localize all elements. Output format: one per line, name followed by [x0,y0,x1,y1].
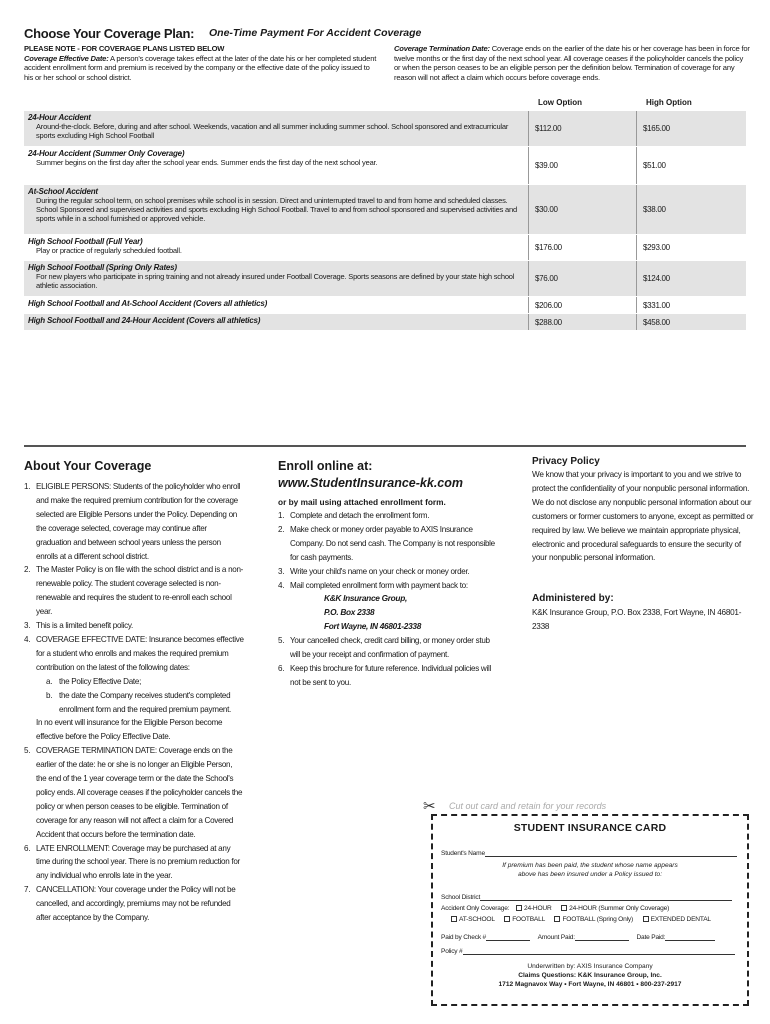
accident-options-row [441,905,669,912]
table-header [24,96,746,110]
option-label: 24-HOUR (Summer Only Coverage) [569,905,670,912]
list-item-text: COVERAGE EFFECTIVE DATE: Insurance becomes effective for a student who enrolls and makes the required premium contribution on the latest of the following dates: [36,634,244,672]
cut-line [423,800,753,814]
sub-list-item: a. the Policy Effective Date; [46,676,142,686]
underwriter-text: Underwritten by: AXIS Insurance Company [527,963,653,970]
page-subtitle: One-Time Payment For Accident Coverage [209,27,422,39]
about-title: About Your Coverage [24,459,152,473]
high-price: $51.00 [636,147,746,184]
enroll-url-link[interactable]: www.StudentInsurance-kk.com [278,476,463,490]
option-label: EXTENDED DENTAL [650,916,711,923]
list-item: 4. COVERAGE EFFECTIVE DATE: Insurance becomes effective for a student who enrolls and makes the required premium contribution on the latest of the following dates: a. the Policy Effective Date; b. the date the Company receives student's completed enrollment form and the required premium payment. In no event will insurance for the Eligible Person become effective before the Policy Effective Date. [24,633,244,744]
student-name-label: Student's Name [441,850,485,857]
list-item: 7. CANCELLATION: Your coverage under the Policy will not be cancelled, and accordingly, premiums may not be refunded after acceptance by the Company. [24,885,236,923]
list-item-text: CANCELLATION: Your coverage under the Policy will not be cancelled, and accordingly, premiums may not be refunded after acceptance by the Company. [36,885,236,923]
cut-instruction: Cut out card and retain for your records [449,801,607,811]
list-item: 5. Your cancelled check, credit card billing, or money order stub will be your receipt and confirmation of payment. [278,636,490,660]
plan-description: During the regular school term, on school premises while school is in session. Direct and uninterrupted travel to and from home and scheduled classes. School Sponsored and supervised activities and sports excluding High School Football. Travel to and from school sponsored and supervised activities and sports while in a school furnished or approved vehicle. [36,196,517,223]
option-extended-dental[interactable] [643,916,711,923]
address-line: P.O. Box 2338 [324,607,375,618]
termination-date-text: Coverage ends on the earlier of the date his or her coverage has been in force for twelve months or the first day of the next school year. All coverage ceases if the policyholder cancels the policy or when the person ceases to be an eligible person per the definition below. Termination of coverage for any reason will not affect a claim which occurs before coverage ends. [394,44,750,82]
notes-heading: PLEASE NOTE - FOR COVERAGE PLANS LISTED BELOW [24,44,225,53]
list-item-text: Complete and detach the enrollment form. [290,511,430,520]
table-row [24,313,746,330]
option-label: FOOTBALL [512,916,545,923]
table-row [24,260,746,296]
option-24hour[interactable] [516,905,552,912]
plan-name: High School Football and At-School Accident (Covers all athletics) [28,299,268,308]
effective-date-label: Coverage Effective Date: [24,53,109,63]
option-at-school[interactable] [451,916,495,923]
checkbox-icon [516,905,522,911]
option-label: AT-SCHOOL [459,916,495,923]
table-row [24,146,746,184]
student-insurance-card [431,814,749,1006]
option-24hour-summer[interactable] [561,905,669,912]
plan-description: For new players who participate in spring training and not already insured under Football Coverage. Sports seasons are defined by your state high school athletic association. [36,272,515,290]
low-price: $176.00 [528,235,636,260]
sub-list-item: b. the date the Company receives student's completed enrollment form and the required premium payment. [46,690,231,714]
low-price: $288.00 [528,314,636,330]
checkbox-icon [504,916,510,922]
list-item: 2. Make check or money order payable to AXIS Insurance Company. Do not send cash. The Company is not responsible for cash payments. [278,524,495,562]
amount-paid-field[interactable] [538,934,629,941]
enroll-title: Enroll online at: [278,459,373,473]
address-line: Fort Wayne, IN 46801-2338 [324,621,422,632]
option-label: FOOTBALL (Spring Only) [562,916,633,923]
list-item: 3. This is a limited benefit policy. [24,621,134,631]
list-item-text: The Master Policy is on file with the school district and is a non-renewable policy. The student coverage selected is non-renewable and requires the student to re-enroll each school year. [36,565,244,617]
list-item: 1. ELIGIBLE PERSONS: Students of the policyholder who enroll and make the required premium contribution for the coverage selected are Eligible Persons under the Policy. Depending on the coverage selected, coverage may continue after graduation and between school years unless the person enrolls at a different school district. [24,482,241,561]
claims-text: Claims Questions: K&K Insurance Group, Inc. [518,972,662,979]
effective-date-footnote: In no event will insurance for the Eligible Person become effective before the Policy Effective Date. [36,718,223,742]
low-price: $112.00 [528,111,636,146]
table-row [24,296,746,313]
enroll-steps [278,509,498,690]
high-price: $458.00 [636,314,746,330]
sub-list [36,675,244,717]
student-name-field[interactable] [441,850,737,857]
address-line: K&K Insurance Group, [324,593,407,604]
list-item: 2. The Master Policy is on file with the school district and is a non-renewable policy. The student coverage selected is non-renewable and requires the student to re-enroll each school year. [24,565,244,617]
coverage-options-row [451,916,711,923]
plan-name: High School Football and 24-Hour Accident (Covers all athletics) [28,316,261,325]
school-district-field[interactable] [441,894,732,901]
privacy-text: We know that your privacy is important to you and we strive to protect the confidentiality of your nonpublic personal information. We do not disclose any nonpublic personal information about our customers or former customers to anyone, except as permitted or required by law. We believe we maintain appropriate physical, electronic and procedural safeguards to ensure the security of your nonpublic personal information. [532,470,754,563]
administered-by-title: Administered by: [532,593,614,605]
plan-description: Around-the-clock. Before, during and after school. Weekends, vacation and all summer including summer school. School sponsored and extracurricular sports excluding High School Football [36,122,509,140]
list-item: 6. Keep this brochure for future reference. Individual policies will not be sent to you. [278,663,491,687]
paid-note-line: If premium has been paid, the student whose name appears [502,862,678,869]
list-item-text: Your cancelled check, credit card billing, or money order stub will be your receipt and confirmation of payment. [290,636,490,660]
amount-paid-label: Amount Paid: [537,934,575,941]
high-price: $165.00 [636,111,746,146]
plan-description: Summer begins on the first day after the school year ends. Summer ends the first day of the next school year. [36,158,378,167]
list-item: 3. Write your child's name on your check or money order. [278,566,470,576]
payment-row [441,934,715,941]
paid-by-check-label: Paid by Check # [441,934,487,941]
high-price: $38.00 [636,185,746,234]
paid-note-line: above has been insured under a Policy issued to: [517,871,663,878]
section-divider [24,445,746,447]
option-label: 24-HOUR [523,905,552,912]
about-coverage-section [24,459,244,925]
option-football-spring[interactable] [554,916,632,923]
option-football[interactable] [504,916,545,923]
col-low-option: Low Option [538,98,582,107]
scissors-icon: ✂ [423,798,436,815]
enroll-section [278,459,498,690]
checkbox-icon [554,916,560,922]
mailing-address [290,592,498,634]
list-item: 1. Complete and detach the enrollment form. [278,511,430,520]
list-item-text: Keep this brochure for future reference. Individual policies will not be sent to you. [290,663,491,687]
checkbox-icon [561,905,567,911]
coverage-table [24,96,746,330]
plan-name: At-School Accident [28,187,98,196]
high-price: $124.00 [636,261,746,296]
about-list [24,480,244,925]
plan-name: High School Football (Full Year) [28,237,143,246]
effective-date-text: A person's coverage takes effect at the later of the date his or her completed student accident enrollment form and premium is received by the company or the effective date of the policy issued to his or her school or school district. [24,53,377,82]
date-paid-field[interactable] [636,934,715,941]
low-price: $39.00 [528,147,636,184]
date-paid-label: Date Paid: [636,934,666,941]
plan-description: Play or practice of regularly scheduled football. [36,246,182,255]
page-title: Choose Your Coverage Plan: [24,26,195,41]
coverage-notes-left [24,44,379,82]
high-price: $331.00 [636,297,746,313]
school-district-label: School District [441,894,481,901]
table-row [24,184,746,234]
list-item: 5. COVERAGE TERMINATION DATE: Coverage ends on the earlier of the date: he or she is no longer an Eligible Person, the end of the 1 year coverage term or the date the School's policy ends. All coverage ceases if the policyholder cancels the policy or when person ceases to be eligible. Termination of coverage for any reason will not affect a claim for a Covered Accident that occurs before the termination date. [24,746,243,839]
table-row [24,234,746,260]
claims-address: 1712 Magnavox Way • Fort Wayne, IN 46801 • 800-237-2917 [498,981,682,988]
sub-list-item-text: the Policy Effective Date; [59,676,142,686]
sub-list-item-text: the date the Company receives student's completed enrollment form and the required premium payment. [59,690,231,714]
checkbox-icon [451,916,457,922]
plan-name: High School Football (Spring Only Rates) [28,263,177,272]
list-item-text: This is a limited benefit policy. [36,621,134,631]
low-price: $30.00 [528,185,636,234]
list-item-text: Mail completed enrollment form with payment back to: [290,580,468,590]
list-item-text: Make check or money order payable to AXIS Insurance Company. Do not send cash. The Company is not responsible for cash payments. [290,524,495,562]
policy-number-label: Policy # [441,948,463,955]
high-price: $293.00 [636,235,746,260]
effective-date-note [24,54,379,83]
list-item-text: COVERAGE TERMINATION DATE: Coverage ends on the earlier of the date: he or she is no longer an Eligible Person, the end of the 1 year coverage term or the date the School's policy ends. All coverage ceases if the policyholder cancels the policy or when person ceases to be eligible. Termination of coverage for any reason will not affect a claim for a Covered Accident that occurs before the termination date. [36,746,243,839]
paid-by-check-field[interactable] [441,934,530,941]
termination-date-label: Coverage Termination Date: [394,44,490,53]
low-price: $76.00 [528,261,636,296]
privacy-section [532,456,754,634]
plan-name: 24-Hour Accident (Summer Only Coverage) [28,149,185,158]
list-item: 6. LATE ENROLLMENT: Coverage may be purchased at any time during the school year. There is no premium reduction for any individual who enrolls late in the year. [24,843,240,881]
list-item-text: LATE ENROLLMENT: Coverage may be purchased at any time during the school year. There is no premium reduction for any individual who enrolls late in the year. [36,843,240,881]
checkbox-icon [643,916,649,922]
plan-name: 24-Hour Accident [28,113,91,122]
low-price: $206.00 [528,297,636,313]
enroll-mail-heading: or by mail using attached enrollment form. [278,497,446,507]
policy-number-field[interactable] [441,948,735,955]
col-high-option: High Option [646,98,692,107]
list-item-text: Write your child's name on your check or money order. [290,566,470,576]
coverage-notes-right [394,44,750,82]
list-item-text: ELIGIBLE PERSONS: Students of the policyholder who enroll and make the required premium contribution for the coverage selected are Eligible Persons under the Policy. Depending on the coverage selected, coverage may continue after graduation and between school years unless the person enrolls at a different school district. [36,482,241,561]
privacy-title: Privacy Policy [532,456,600,467]
accident-only-label: Accident Only Coverage: [441,905,510,912]
administered-by-text: K&K Insurance Group, P.O. Box 2338, Fort Wayne, IN 46801-2338 [532,608,742,632]
table-row [24,110,746,146]
list-item: 4. Mail completed enrollment form with payment back to: K&K Insurance Group, P.O. Box 2338 Fort Wayne, IN 46801-2338 [278,579,498,635]
page-header [24,26,754,40]
card-title: STUDENT INSURANCE CARD [513,822,667,834]
